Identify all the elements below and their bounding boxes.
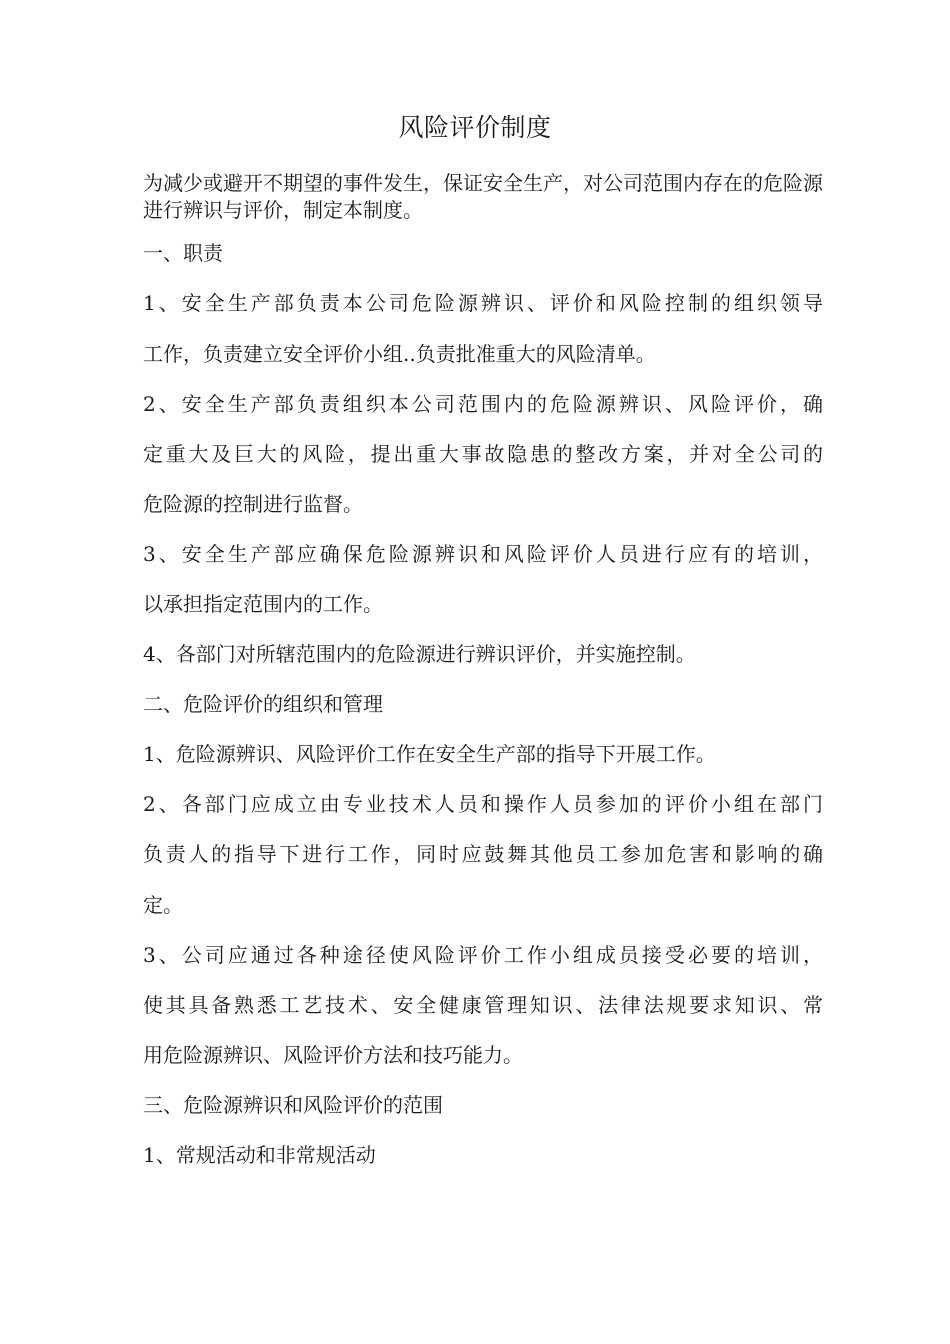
section-heading-organization: 二、危险评价的组织和管理 — [143, 692, 383, 716]
section-heading-scope: 三、危险源辨识和风险评价的范围 — [143, 1093, 443, 1117]
paragraph-line: 使其具备熟悉工艺技术、安全健康管理知识、法律法规要求知识、常 — [143, 993, 823, 1017]
paragraph-line: 工作，负责建立安全评价小组..负责批准重大的风险清单。 — [143, 342, 656, 366]
paragraph-line: 3、安全生产部应确保危险源辨识和风险评价人员进行应有的培训， — [143, 542, 823, 566]
section-heading-responsibilities: 一、职责 — [143, 241, 223, 265]
paragraph-line: 1、危险源辨识、风险评价工作在安全生产部的指导下开展工作。 — [143, 742, 716, 766]
intro-paragraph: 为减少或避开不期望的事件发生，保证安全生产，对公司范围内存在的危险源进行辨识与评价，制定本制度。 — [143, 171, 823, 222]
paragraph-line: 定。 — [143, 893, 183, 917]
paragraph-line: 3、公司应通过各种途径使风险评价工作小组成员接受必要的培训， — [143, 943, 823, 967]
paragraph-line: 定重大及巨大的风险，提出重大事故隐患的整改方案，并对全公司的 — [143, 442, 823, 466]
paragraph-line: 1、安全生产部负责本公司危险源辨识、评价和风险控制的组织领导 — [143, 291, 823, 315]
paragraph-line: 用危险源辨识、风险评价方法和技巧能力。 — [143, 1043, 523, 1067]
paragraph-line: 2、各部门应成立由专业技术人员和操作人员参加的评价小组在部门 — [143, 792, 823, 816]
paragraph-line: 危险源的控制进行监督。 — [143, 492, 363, 516]
paragraph-line: 负责人的指导下进行工作，同时应鼓舞其他员工参加危害和影响的确 — [143, 842, 823, 866]
paragraph-line: 2、安全生产部负责组织本公司范围内的危险源辨识、风险评价，确 — [143, 392, 823, 416]
paragraph-line: 以承担指定范围内的工作。 — [143, 592, 383, 616]
paragraph-line: 4、各部门对所辖范围内的危险源进行辨识评价，并实施控制。 — [143, 642, 696, 666]
document-title: 风险评价制度 — [398, 113, 552, 142]
paragraph-line: 1、常规活动和非常规活动 — [143, 1143, 376, 1167]
